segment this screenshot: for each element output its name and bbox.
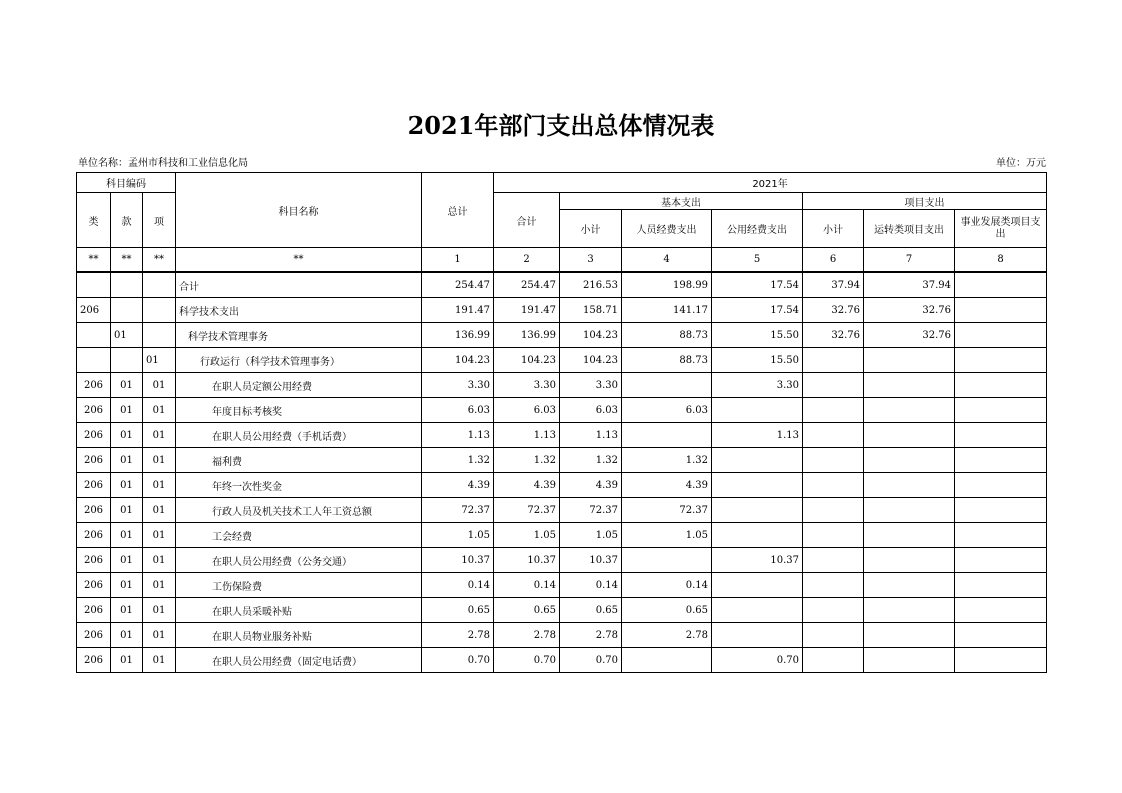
cell-kuan: 01: [111, 598, 143, 623]
cell-personnel: 0.14: [622, 573, 712, 598]
cell-xiang: [143, 323, 176, 348]
cell-kuan: [111, 298, 143, 323]
cell-basic-small: 2.78: [560, 623, 622, 648]
cell-sum: 0.14: [494, 573, 560, 598]
cell-public: [712, 598, 803, 623]
cell-total: 2.78: [422, 623, 494, 648]
page-title: 2021年部门支出总体情况表: [407, 111, 715, 140]
cell-personnel: 88.73: [622, 348, 712, 373]
cell-basic-small: 6.03: [560, 398, 622, 423]
cell-lei: 206: [77, 473, 111, 498]
cell-transport: [864, 348, 955, 373]
cell-public: 15.50: [712, 323, 803, 348]
cell-sum: 1.05: [494, 523, 560, 548]
cell-basic-small: 216.53: [560, 272, 622, 298]
cell-subject-name: 科学技术支出: [176, 298, 422, 323]
cell-total: 104.23: [422, 348, 494, 373]
cell-subject-name: 年终一次性奖金: [176, 473, 422, 498]
cell-xiang: 01: [143, 523, 176, 548]
header-stars: **: [111, 248, 143, 273]
header-col-number: 6: [803, 248, 864, 273]
cell-kuan: 01: [111, 398, 143, 423]
cell-dev: [955, 323, 1047, 348]
cell-proj-small: [803, 648, 864, 673]
cell-lei: 206: [77, 598, 111, 623]
cell-proj-small: [803, 573, 864, 598]
table-row: [77, 623, 1047, 648]
cell-basic-small: 72.37: [560, 498, 622, 523]
table-row: [77, 398, 1047, 423]
cell-sum: 104.23: [494, 348, 560, 373]
cell-transport: 32.76: [864, 298, 955, 323]
expenditure-table: [76, 172, 1047, 673]
cell-basic-small: 1.32: [560, 448, 622, 473]
cell-subject-name: 工伤保险费: [176, 573, 422, 598]
table-row: [77, 548, 1047, 573]
header-subtotal: 合计: [494, 193, 560, 248]
cell-public: [712, 623, 803, 648]
cell-lei: 206: [77, 573, 111, 598]
cell-personnel: 2.78: [622, 623, 712, 648]
cell-transport: [864, 648, 955, 673]
cell-dev: [955, 648, 1047, 673]
cell-xiang: 01: [143, 398, 176, 423]
cell-personnel: 6.03: [622, 398, 712, 423]
cell-subject-name: 合计: [176, 272, 422, 298]
cell-proj-small: 32.76: [803, 323, 864, 348]
cell-xiang: 01: [143, 548, 176, 573]
cell-dev: [955, 573, 1047, 598]
cell-transport: [864, 598, 955, 623]
header-col-number: 4: [622, 248, 712, 273]
cell-sum: 4.39: [494, 473, 560, 498]
cell-dev: [955, 473, 1047, 498]
table-row: [77, 373, 1047, 398]
table-row: [77, 348, 1047, 373]
cell-kuan: 01: [111, 373, 143, 398]
cell-xiang: 01: [143, 498, 176, 523]
cell-personnel: 72.37: [622, 498, 712, 523]
cell-proj-small: [803, 373, 864, 398]
header-dev-proj: 事业发展类项目支出: [955, 210, 1047, 248]
cell-basic-small: 1.05: [560, 523, 622, 548]
cell-lei: 206: [77, 623, 111, 648]
cell-proj-small: 37.94: [803, 272, 864, 298]
cell-xiang: 01: [143, 448, 176, 473]
header-lei: 类: [77, 193, 111, 248]
cell-personnel: 0.65: [622, 598, 712, 623]
cell-subject-name: 科学技术管理事务: [176, 323, 422, 348]
cell-kuan: 01: [111, 323, 143, 348]
cell-kuan: 01: [111, 423, 143, 448]
cell-subject-name: 在职人员物业服务补贴: [176, 623, 422, 648]
header-col-number: 1: [422, 248, 494, 273]
cell-transport: [864, 623, 955, 648]
cell-kuan: 01: [111, 548, 143, 573]
cell-total: 191.47: [422, 298, 494, 323]
cell-kuan: 01: [111, 573, 143, 598]
cell-subject-name: 在职人员公用经费（固定电话费）: [176, 648, 422, 673]
cell-transport: [864, 548, 955, 573]
cell-public: 0.70: [712, 648, 803, 673]
cell-lei: 206: [77, 648, 111, 673]
cell-public: 3.30: [712, 373, 803, 398]
cell-total: 1.13: [422, 423, 494, 448]
cell-lei: [77, 348, 111, 373]
cell-transport: [864, 573, 955, 598]
cell-transport: [864, 398, 955, 423]
cell-dev: [955, 298, 1047, 323]
cell-dev: [955, 498, 1047, 523]
cell-public: 17.54: [712, 272, 803, 298]
cell-basic-small: 3.30: [560, 373, 622, 398]
cell-xiang: 01: [143, 373, 176, 398]
cell-subject-name: 工会经费: [176, 523, 422, 548]
cell-lei: [77, 323, 111, 348]
cell-transport: [864, 523, 955, 548]
cell-transport: [864, 498, 955, 523]
cell-transport: [864, 423, 955, 448]
cell-transport: 37.94: [864, 272, 955, 298]
header-col-number: 5: [712, 248, 803, 273]
cell-basic-small: 0.14: [560, 573, 622, 598]
cell-xiang: [143, 272, 176, 298]
cell-kuan: [111, 348, 143, 373]
cell-personnel: 141.17: [622, 298, 712, 323]
cell-public: [712, 448, 803, 473]
cell-sum: 72.37: [494, 498, 560, 523]
cell-sum: 10.37: [494, 548, 560, 573]
header-subject-code: 科目编码: [77, 173, 176, 193]
cell-sum: 1.13: [494, 423, 560, 448]
header-total: 总计: [422, 173, 494, 248]
cell-lei: 206: [77, 523, 111, 548]
cell-personnel: [622, 423, 712, 448]
cell-lei: 206: [77, 298, 111, 323]
header-col-number: 7: [864, 248, 955, 273]
cell-sum: 6.03: [494, 398, 560, 423]
cell-lei: 206: [77, 423, 111, 448]
currency-unit-label: 单位：万元: [996, 158, 1046, 169]
cell-proj-small: [803, 498, 864, 523]
cell-total: 254.47: [422, 272, 494, 298]
cell-total: 3.30: [422, 373, 494, 398]
table-row: [77, 648, 1047, 673]
header-col-number: 2: [494, 248, 560, 273]
header-transport-proj: 运转类项目支出: [864, 210, 955, 248]
cell-dev: [955, 272, 1047, 298]
cell-sum: 191.47: [494, 298, 560, 323]
header-kuan: 款: [111, 193, 143, 248]
cell-personnel: 198.99: [622, 272, 712, 298]
cell-public: 1.13: [712, 423, 803, 448]
cell-sum: 3.30: [494, 373, 560, 398]
cell-basic-small: 0.70: [560, 648, 622, 673]
cell-public: 10.37: [712, 548, 803, 573]
cell-basic-small: 104.23: [560, 323, 622, 348]
table-row: [77, 448, 1047, 473]
cell-kuan: 01: [111, 498, 143, 523]
cell-lei: 206: [77, 498, 111, 523]
cell-total: 1.32: [422, 448, 494, 473]
cell-public: [712, 523, 803, 548]
cell-dev: [955, 623, 1047, 648]
cell-subject-name: 在职人员公用经费（手机话费）: [176, 423, 422, 448]
cell-total: 6.03: [422, 398, 494, 423]
table-body: [77, 272, 1047, 673]
cell-kuan: 01: [111, 473, 143, 498]
cell-xiang: 01: [143, 473, 176, 498]
cell-proj-small: [803, 598, 864, 623]
cell-basic-small: 158.71: [560, 298, 622, 323]
cell-subject-name: 行政运行（科学技术管理事务）: [176, 348, 422, 373]
header-basic-expense: 基本支出: [560, 193, 803, 210]
header-proj-small: 小计: [803, 210, 864, 248]
cell-proj-small: [803, 448, 864, 473]
cell-xiang: 01: [143, 648, 176, 673]
cell-personnel: 1.32: [622, 448, 712, 473]
cell-dev: [955, 548, 1047, 573]
cell-personnel: [622, 648, 712, 673]
table-row: [77, 523, 1047, 548]
cell-xiang: 01: [143, 573, 176, 598]
header-year: 2021年: [494, 173, 1047, 193]
cell-subject-name: 在职人员公用经费（公务交通）: [176, 548, 422, 573]
cell-sum: 254.47: [494, 272, 560, 298]
cell-xiang: [143, 298, 176, 323]
cell-basic-small: 0.65: [560, 598, 622, 623]
cell-total: 1.05: [422, 523, 494, 548]
cell-kuan: 01: [111, 448, 143, 473]
header-stars: **: [143, 248, 176, 273]
cell-transport: [864, 448, 955, 473]
cell-proj-small: [803, 473, 864, 498]
cell-kuan: [111, 272, 143, 298]
cell-public: [712, 473, 803, 498]
cell-dev: [955, 523, 1047, 548]
cell-basic-small: 1.13: [560, 423, 622, 448]
header-col-number: 8: [955, 248, 1047, 273]
cell-lei: 206: [77, 548, 111, 573]
header-subject-name: 科目名称: [176, 173, 422, 248]
table-row: [77, 423, 1047, 448]
cell-sum: 0.65: [494, 598, 560, 623]
cell-xiang: 01: [143, 423, 176, 448]
cell-transport: [864, 473, 955, 498]
cell-proj-small: [803, 523, 864, 548]
table-row: [77, 272, 1047, 298]
cell-proj-small: [803, 348, 864, 373]
table-row: [77, 323, 1047, 348]
cell-xiang: 01: [143, 623, 176, 648]
cell-personnel: [622, 373, 712, 398]
cell-sum: 136.99: [494, 323, 560, 348]
header-xiang: 项: [143, 193, 176, 248]
table-row: [77, 598, 1047, 623]
cell-proj-small: [803, 398, 864, 423]
cell-dev: [955, 448, 1047, 473]
cell-transport: [864, 373, 955, 398]
cell-sum: 1.32: [494, 448, 560, 473]
header-basic-small: 小计: [560, 210, 622, 248]
header-stars: **: [77, 248, 111, 273]
cell-personnel: 88.73: [622, 323, 712, 348]
cell-public: [712, 498, 803, 523]
header-public: 公用经费支出: [712, 210, 803, 248]
cell-lei: [77, 272, 111, 298]
cell-subject-name: 福利费: [176, 448, 422, 473]
cell-total: 0.14: [422, 573, 494, 598]
cell-dev: [955, 373, 1047, 398]
cell-transport: 32.76: [864, 323, 955, 348]
cell-xiang: 01: [143, 598, 176, 623]
cell-public: 15.50: [712, 348, 803, 373]
table-row: [77, 473, 1047, 498]
cell-basic-small: 4.39: [560, 473, 622, 498]
cell-xiang: 01: [143, 348, 176, 373]
cell-total: 136.99: [422, 323, 494, 348]
cell-subject-name: 年度目标考核奖: [176, 398, 422, 423]
cell-kuan: 01: [111, 523, 143, 548]
table-row: [77, 573, 1047, 598]
cell-kuan: 01: [111, 623, 143, 648]
cell-total: 4.39: [422, 473, 494, 498]
cell-dev: [955, 348, 1047, 373]
cell-proj-small: 32.76: [803, 298, 864, 323]
cell-dev: [955, 398, 1047, 423]
table-header: [77, 173, 1047, 273]
cell-lei: 206: [77, 398, 111, 423]
cell-personnel: 1.05: [622, 523, 712, 548]
cell-total: 0.70: [422, 648, 494, 673]
header-col-number: 3: [560, 248, 622, 273]
header-personnel: 人员经费支出: [622, 210, 712, 248]
cell-basic-small: 104.23: [560, 348, 622, 373]
cell-public: [712, 573, 803, 598]
cell-subject-name: 行政人员及机关技术工人年工资总额: [176, 498, 422, 523]
header-stars: **: [176, 248, 422, 273]
cell-subject-name: 在职人员定额公用经费: [176, 373, 422, 398]
cell-proj-small: [803, 423, 864, 448]
cell-total: 10.37: [422, 548, 494, 573]
cell-personnel: [622, 548, 712, 573]
cell-kuan: 01: [111, 648, 143, 673]
cell-dev: [955, 598, 1047, 623]
cell-proj-small: [803, 623, 864, 648]
cell-total: 72.37: [422, 498, 494, 523]
cell-basic-small: 10.37: [560, 548, 622, 573]
cell-total: 0.65: [422, 598, 494, 623]
cell-proj-small: [803, 548, 864, 573]
unit-name-label: 单位名称：孟州市科技和工业信息化局: [78, 158, 248, 169]
table-row: [77, 498, 1047, 523]
header-project-expense: 项目支出: [803, 193, 1047, 210]
cell-public: [712, 398, 803, 423]
table-row: [77, 298, 1047, 323]
cell-personnel: 4.39: [622, 473, 712, 498]
cell-subject-name: 在职人员采暖补贴: [176, 598, 422, 623]
cell-lei: 206: [77, 448, 111, 473]
cell-dev: [955, 423, 1047, 448]
cell-lei: 206: [77, 373, 111, 398]
cell-sum: 0.70: [494, 648, 560, 673]
cell-sum: 2.78: [494, 623, 560, 648]
cell-public: 17.54: [712, 298, 803, 323]
